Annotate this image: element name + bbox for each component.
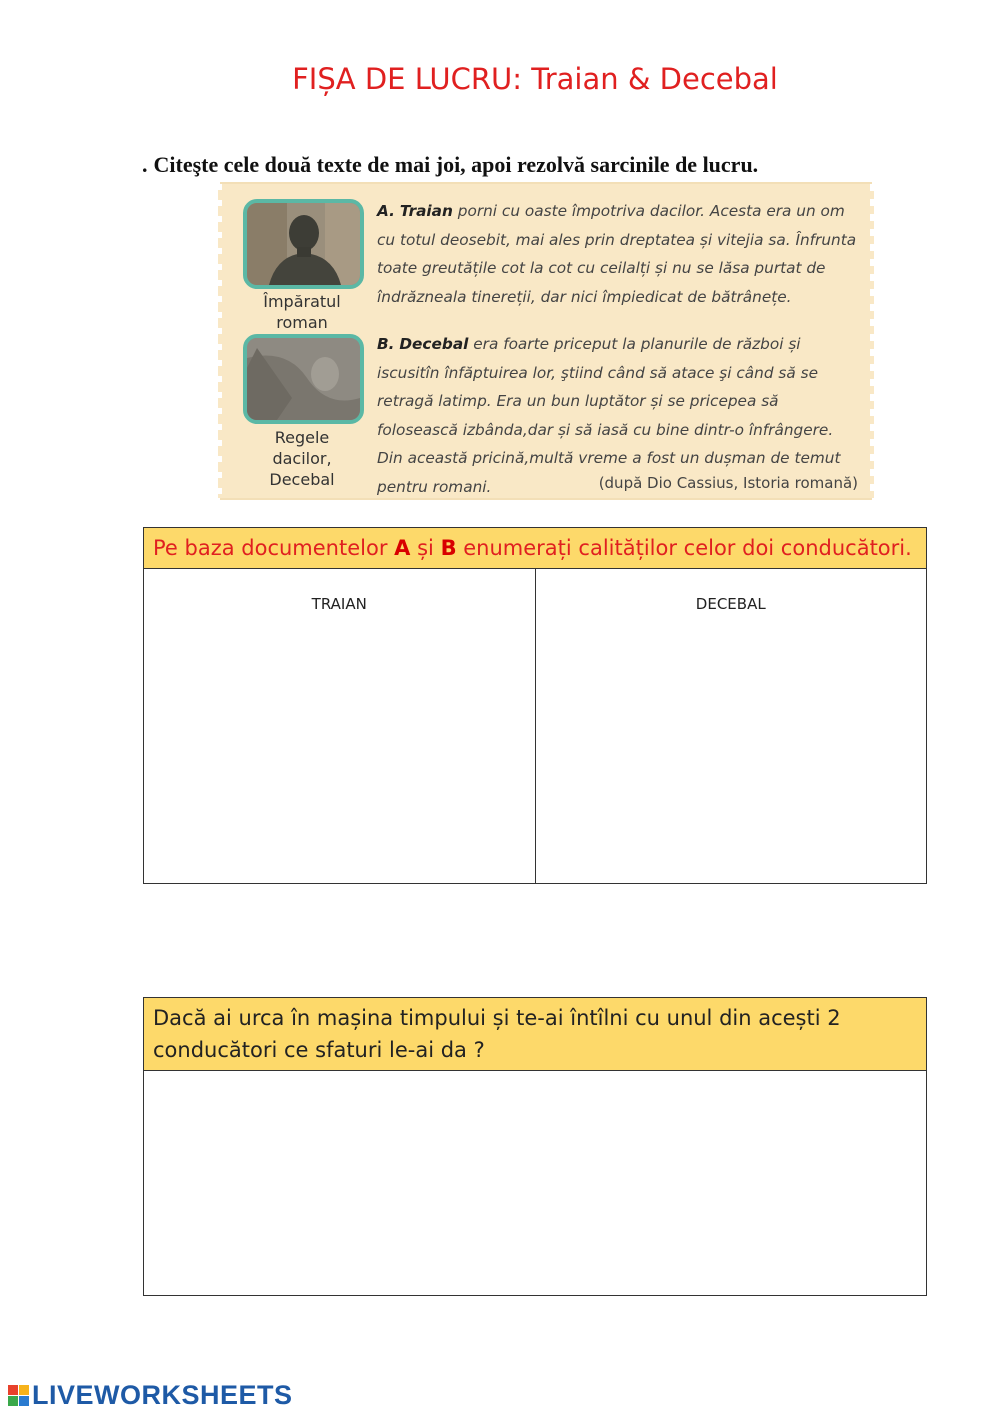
logo-blocks-icon [8,1385,29,1406]
logo-block [19,1385,29,1395]
traian-portrait [243,199,364,289]
reading-card [222,184,870,498]
doc-a-ref: A [394,536,411,560]
doc-b-ref: B [440,536,457,560]
text-a-label: A. [377,202,395,220]
task1-table [143,527,927,884]
task2-prompt: Dacă ai urca în mașina timpului și te-ai întîlni cu unul din acești 2 conducători ce sfaturi le-ai da ? [144,998,926,1071]
task2-table [143,997,927,1296]
text-a-name: Traian [399,202,453,220]
logo-text: LIVEWORKSHEETS [32,1380,293,1410]
logo-block [19,1396,29,1406]
logo-block [8,1396,18,1406]
traian-answer-cell[interactable] [144,569,536,883]
decebal-column-header: DECEBAL [695,595,766,613]
text-a [377,197,862,311]
logo-block [8,1385,18,1395]
text-a-body: porni cu oaste împotriva dacilor. Acesta era un om cu totul deosebit, mai ales prin dreptatea și vitejia sa. Înfrunta toate greutățile cot la cot cu ceilalți și nu se lăsa purtat de îndrăzneala tinereții, dar nici împiedicat de bătrânețe. [377,202,857,306]
decebal-answer-cell[interactable] [536,569,927,883]
worksheet-title: FIȘA DE LUCRU: Traian & Decebal [292,62,778,96]
decebal-caption: Regele dacilor, Decebal [269,428,335,489]
task1-prompt: Pe baza documentelor A și B enumerați calităților celor doi conducători. [144,528,926,569]
text-b-label: B. [377,335,395,353]
task2-answer-cell[interactable] [144,1071,926,1295]
text-b-name: Decebal [399,335,469,353]
traian-caption: Împăratul roman [263,292,341,332]
text-source: (după Dio Cassius, Istoria romană) [598,474,858,492]
liveworksheets-logo [8,1380,293,1411]
card-torn-edge-left [218,184,222,498]
text-b-body: era foarte priceput la planurile de război și iscusitîn înfăptuirea lor, ştiind când să atace şi când să se retragă latimp. Era un bun luptător și se pricepea să folosească izbânda,dar și să iasă cu bine dintr-o înfrângere. Din această pricină,multă vreme a fost un dușman de temut pentru romani. [377,335,841,496]
decebal-portrait [243,334,364,424]
instruction-marker: . [142,152,148,177]
traian-column-header: TRAIAN [311,595,367,613]
instruction [142,152,758,178]
instruction-text: Citeşte cele două texte de mai joi, apoi rezolvă sarcinile de lucru. [153,152,759,177]
card-torn-edge-right [870,184,874,498]
